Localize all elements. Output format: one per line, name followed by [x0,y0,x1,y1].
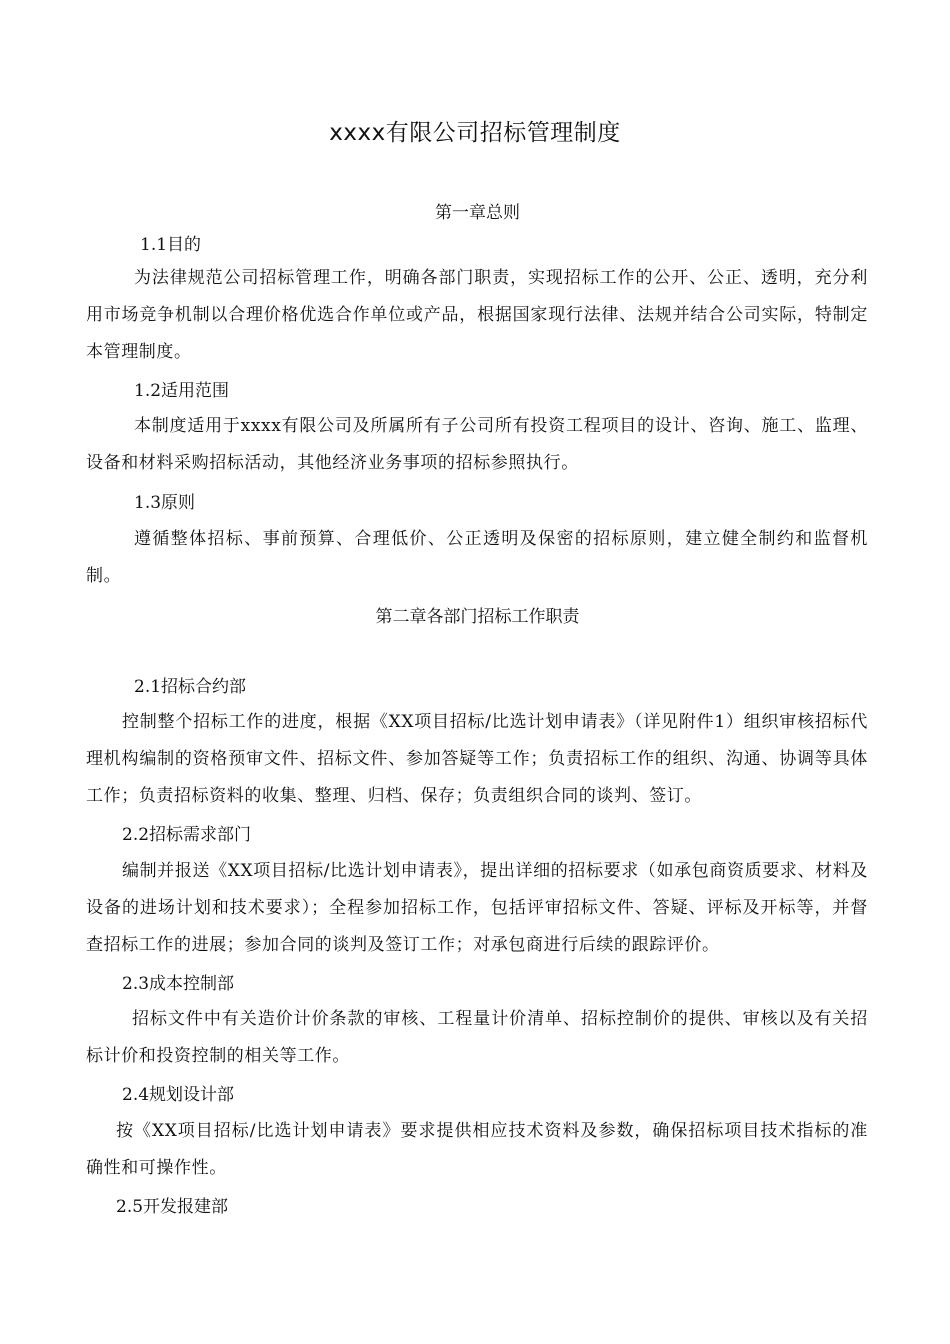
section-2-1-text: 控制整个招标工作的进度，根据《XX项目招标/比选计划申请表》（详见附件1）组织审核招标代理机构编制的资格预审文件、招标文件、参加答疑等工作；负责招标工作的组织、沟通、协调等具体工作；负责招标资料的收集、整理、归档、保存；负责组织合同的谈判、签订。 [86,712,868,806]
chapter-1-heading: 第一章总则 [435,203,520,223]
section-1-1-text: 为法律规范公司招标管理工作，明确各部门职责，实现招标工作的公开、公正、透明，充分利用市场竞争机制以合理价格优选合作单位或产品，根据国家现行法律、法规并结合公司实际，特制定本管理制度。 [86,268,868,362]
section-2-3-heading: 2.3成本控制部 [122,974,235,994]
section-1-2-heading: 1.2适用范围 [134,381,230,401]
section-2-4-heading: 2.4规划设计部 [122,1085,235,1105]
chapter-2-heading: 第二章各部门招标工作职责 [375,607,580,627]
section-1-3-text: 遵循整体招标、事前预算、合理低价、公正透明及保密的招标原则，建立健全制约和监督机制。 [86,529,868,586]
section-2-1-heading: 2.1招标合约部 [134,677,247,697]
section-1-2-text: 本制度适用于xxxx有限公司及所属所有子公司所有投资工程项目的设计、咨询、施工、监理、设备和材料采购招标活动，其他经济业务事项的招标参照执行。 [86,416,868,473]
section-2-2-text: 编制并报送《XX项目招标/比选计划申请表》，提出详细的招标要求（如承包商资质要求、材料及设备的进场计划和技术要求）；全程参加招标工作，包括评审招标文件、答疑、评标及开标等，并督查招标工作的进展；参加合同的谈判及签订工作；对承包商进行后续的跟踪评价。 [86,861,868,955]
section-2-3-text: 招标文件中有关造价计价条款的审核、工程量计价清单、招标控制价的提供、审核以及有关招标计价和投资控制的相关等工作。 [86,1009,868,1066]
section-1-3-heading: 1.3原则 [134,493,196,513]
document-title: xxxx有限公司招标管理制度 [329,120,621,146]
section-2-4-text: 按《XX项目招标/比选计划申请表》要求提供相应技术资料及参数，确保招标项目技术指标的准确性和可操作性。 [86,1121,868,1178]
section-2-5-heading: 2.5开发报建部 [116,1197,229,1217]
section-1-1-heading: 1.1目的 [140,235,202,255]
section-2-2-heading: 2.2招标需求部门 [122,825,252,845]
